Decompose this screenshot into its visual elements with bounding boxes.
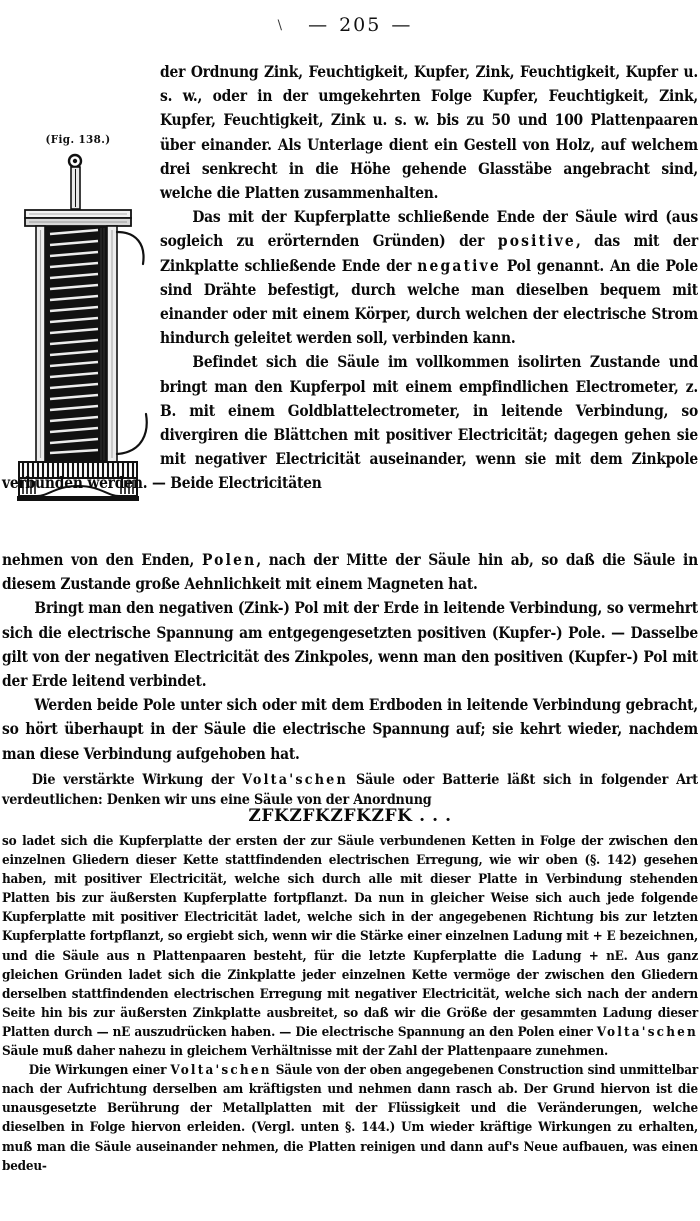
petit1-a: so ladet sich die Kupferplatte der ersten der zur Säule verbundenen Ketten in Folge der zwischen den einzelnen Gliedern dieser Kette stattfindenden electrischen Erregung, wie wir oben (§. 142) gesehen haben, mit positiver Electricität, welche sich durch alle mit dieser Platte in Verbindung stehenden Platten bis zur äußersten Kupferplatte fortpflanzt. Da nun in gleicher Weise sich auch jede folgende Kupferplatte mit positiver Electricität ladet, welche sich in der angegebenen Richtung bis zur letzten Kupferplatte fortpflanzt, so ergiebt sich, wenn wir die Stärke einer einzelnen Ladung mit + E bezeichnen, und die Säule aus n Plattenpaaren besteht, für die letzte Kupferplatte die Ladung + nE. Aus ganz gleichen Gründen ladet sich die Zinkplatte jeder einzelnen Kette vermöge der zwischen den Gliedern derselben stattfindenden electrischen Erregung mit negativer Electricität, welche sich nach der andern Seite hin bis zur äußersten Zinkplatte ausbreitet, so daß wir die Größe der gesammten Ladung dieser Platten durch — nE auszudrücken haben. — Die electrische Spannung an den Polen einer [2, 833, 698, 1040]
petit1-volta: Volta'schen [596, 1023, 698, 1040]
para2-positive: positive [497, 232, 576, 251]
para3-polen: Polen [201, 551, 257, 569]
petit-paragraph-2 [2, 1061, 698, 1176]
paragraph-nehmen [2, 548, 698, 596]
intro-b: Säule oder Batterie läßt sich in folgender Art verdeutlichen: Denken wir uns eine Säule von der Anordnung [2, 772, 699, 808]
text-petit-block [2, 832, 698, 1176]
formula-intro [2, 770, 698, 810]
page-header-rule-right: — [391, 14, 413, 36]
paragraph-ordnung: der Ordnung Zink, Feuchtigkeit, Kupfer, Zink, Feuchtigkeit, Kupfer u. s. w., oder in der umgekehrten Folge Kupfer, Feuchtigkeit, Zink, Kupfer, Feuchtigkeit, Zink u. s. w. bis zu 50 und 100 Plattenpaaren über einander. Als Unterlage dient ein Gestell von Holz, auf welchem drei senkrecht in die Höhe gehende Glasstäbe angebracht sind, welche die Platten zusammenhalten. [160, 63, 698, 203]
paragraph-bringt: Bringt man den negativen (Zink-) Pol mit der Erde in leitende Verbindung, so vermehrt sich die electrische Spannung am entgegengesetzten positiven (Kupfer-) Pole. — Dasselbe gilt von der negativen Electricität des Zinkpoles, wenn man den positiven (Kupfer-) Pol mit der Erde leitend verbindet. [2, 599, 698, 691]
petit1-b: Säule muß daher nahezu in gleichem Verhältnisse mit der Zahl der Plattenpaare zunehmen. [2, 1043, 609, 1060]
para3-cont-a: nehmen von den Enden, [2, 551, 202, 569]
page-number: 205 [339, 14, 382, 36]
petit2-volta: Volta'schen [170, 1062, 272, 1079]
para3-cont-b: , nach der Mitte der Säule hin ab, so daß die Säule in diesem Zustande große Aehnlichkeit mit einem Magneten hat. [2, 551, 698, 594]
paragraph-befindet: Befindet sich die Säule im vollkommen isolirten Zustande und bringt man den Kupferpol mit einem empfindlichen Electrometer, z. B. mit einem Goldblattelectrometer, in leitende Verbindung, so divergiren die Blättchen mit positiver Electricität; dagegen gehen sie mit negativer Electricität auseinander, wenn sie mit dem Zinkpole verbunden werden. — Beide Electricitäten [2, 353, 698, 493]
para2-b: , das mit der Zinkplatte schließende Ende der [160, 232, 698, 275]
figure-caption: (Fig. 138.) [45, 132, 111, 146]
para2-negative: negative [417, 256, 501, 275]
petit-paragraph-1 [2, 832, 698, 1061]
para2-c: Pol genannt. An die Pole sind Drähte befestigt, durch welche man dieselben bequem mit einander oder mit einem Körper, durch welchen der electrische Strom hindurch geleitet werden soll, verbinden kann. [160, 256, 698, 348]
page-header-rule-left: — [308, 14, 330, 36]
intro-a: Die verstärkte Wirkung der [31, 772, 243, 788]
petit2-b: Säule von der oben angegebenen Construction sind unmittelbar nach der Aufrichtung derselben am kräftigsten und nehmen dann rasch ab. Der Grund hiervon ist die unausgesetzte Berührung der Metallplatten mit der Flüssigkeit und die Veränderungen, welche dieselben in Folge hiervon erleiden. (Vergl. unten §. 144.) Um wieder kräftige Wirkungen zu erhalten, muß man die Säule auseinander nehmen, die Platten reinigen und dann auf's Neue aufbauen, was einen bedeu- [2, 1062, 699, 1174]
paragraph-verstaerkte [2, 770, 698, 810]
page-header-tick: \ [277, 18, 285, 33]
figure-float-spacer [2, 60, 160, 458]
text-column-full [2, 548, 698, 766]
petit2-a: Die Wirkungen einer [28, 1062, 171, 1079]
text-column-top [2, 60, 698, 496]
page-header [0, 14, 700, 36]
plate-sequence-formula: ZFKZFKZFKZFK . . . [248, 806, 452, 826]
para2-a: Das mit der Kupferplatte schließende Ende der Säule wird (aus sogleich zu erörternden Gründen) der [160, 208, 698, 251]
intro-volta: Volta'schen [242, 772, 348, 788]
paragraph-werden: Werden beide Pole unter sich oder mit dem Erdboden in leitende Verbindung gebracht, so hört überhaupt in der Säule die electrische Spannung auf; sie kehrt wieder, nachdem man diese Verbindung aufgehoben hat. [2, 696, 698, 763]
